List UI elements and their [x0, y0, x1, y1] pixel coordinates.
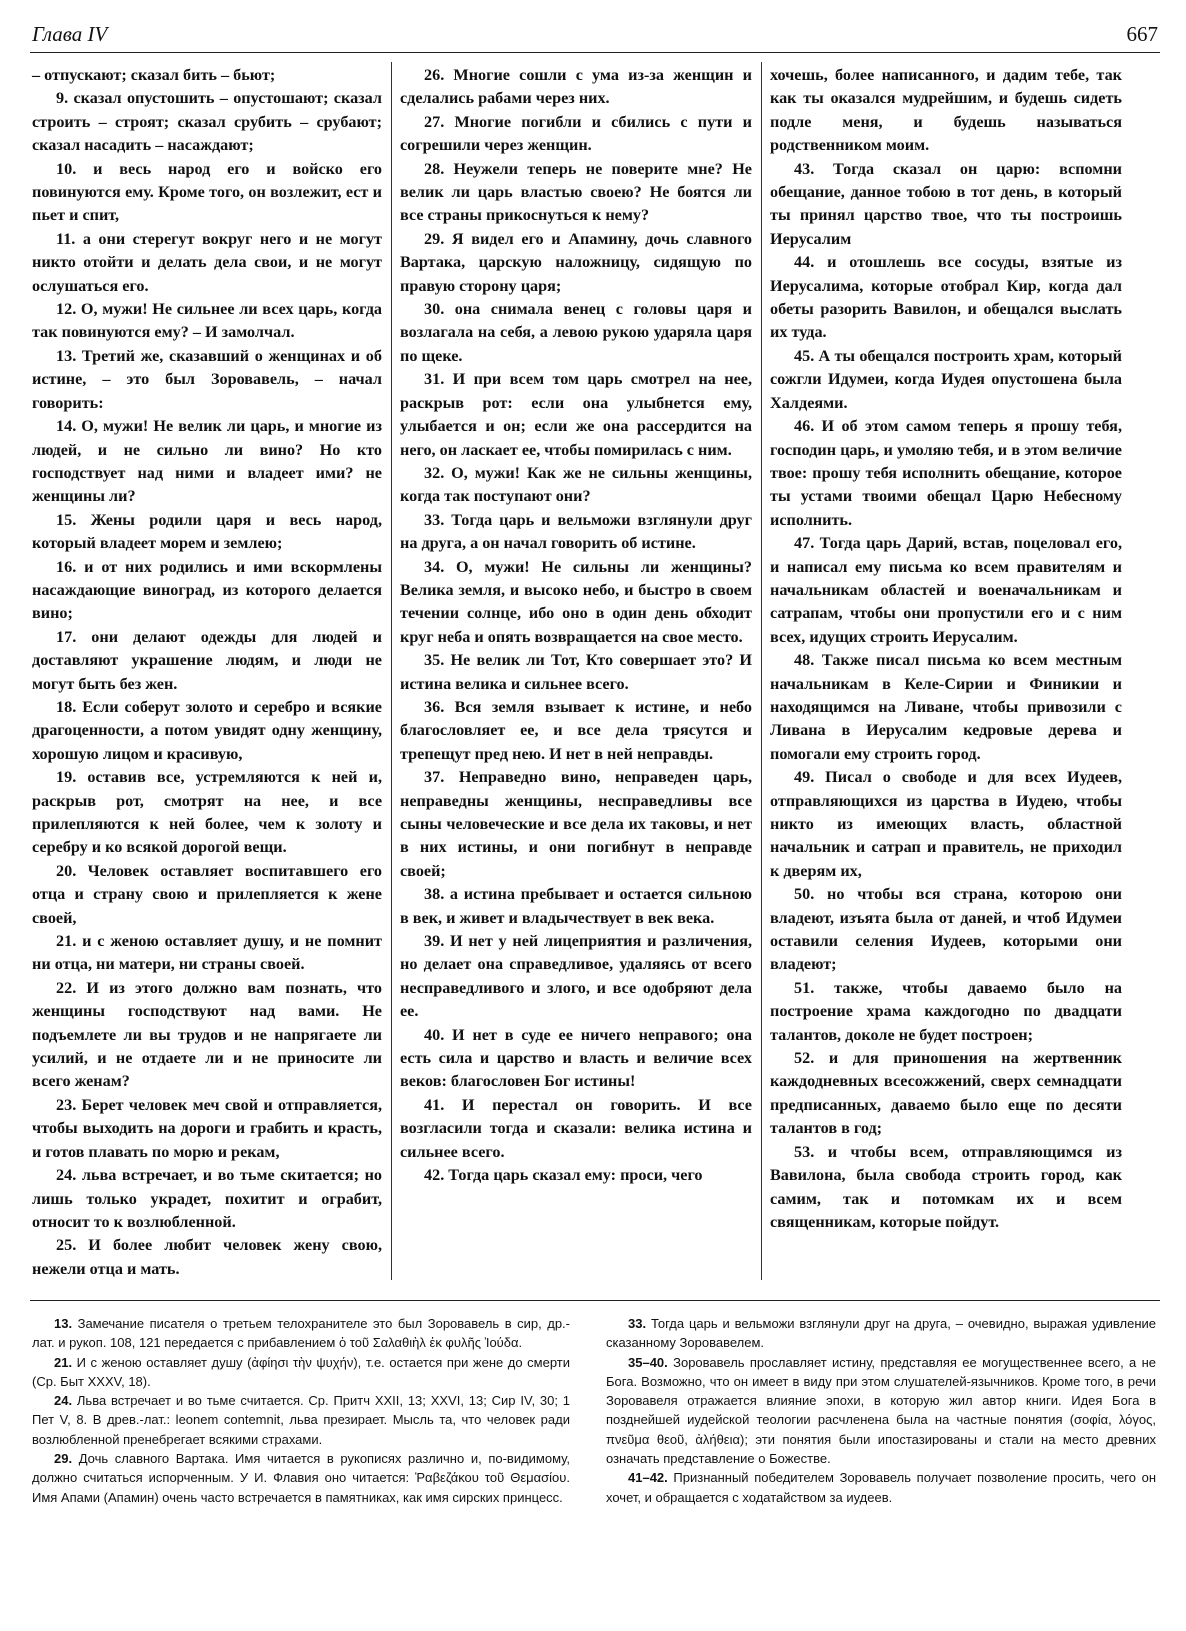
footnotes-left [32, 1314, 570, 1507]
verse-paragraph: 42. Тогда царь сказал ему: проси, чего [424, 1166, 703, 1185]
verse-paragraph: 24. льва встречает, и во тьме скитается; но лишь только украдет, похитит и ограбит, относит то к возлюбленной. [32, 1166, 382, 1231]
verse-paragraph: 40. И нет в суде ее ничего неправого; она есть сила и царство и власть и величие всех веков: благословен Бог истины! [400, 1025, 752, 1091]
verse-paragraph: 37. Неправедно вино, неправеден царь, неправедны женщины, несправедливы все сыны человеческие и все дела их таковы, и нет в них истины, и они погибнут в неправде своей; [400, 768, 752, 880]
verse-paragraph: 41. И перестал он говорить. И все возгласили тогда и сказали: велика истина и сильнее всего. [400, 1095, 752, 1161]
verse-paragraph: 35. Не велик ли Тот, Кто совершает это? И истина велика и сильнее всего. [400, 651, 752, 693]
verse-paragraph: 52. и для приношения на жертвенник каждодневных всесожжений, сверх семнадцати предписанных, даваемо было еще по десяти талантов в год; [770, 1049, 1122, 1138]
footnote [32, 1314, 570, 1353]
footnote-text: И с женою оставляет душу (ἀφίησι τὴν ψυχήν), т.е. остается при жене до смерти (Ср. Быт XXXV, 18). [32, 1354, 570, 1389]
verse-paragraph: 50. но чтобы вся страна, которою они владеют, изъята была от даней, и чтоб Идумеи оставили селения Иудеев, которыми они владеют; [770, 885, 1122, 974]
verse-paragraph: 53. и чтобы всем, отправляющимся из Вавилона, была свобода строить город, как самим, так и потомкам их и всем священникам, которые пойдут. [770, 1142, 1122, 1231]
verse-paragraph: 36. Вся земля взывает к истине, и небо благословляет ее, и все дела трясутся и трепещут пред нею. И нет в ней неправды. [400, 697, 752, 763]
verse-paragraph: 21. и с женою оставляет душу, и не помнит ни отца, ни матери, ни страны своей. [32, 932, 382, 974]
verse-paragraph: 23. Берет человек меч свой и отправляется, чтобы выходить на дороги и грабить и красть, и готов плавать по морю и рекам, [32, 1095, 382, 1161]
verse-paragraph: 10. и весь народ его и войско его повинуются ему. Кроме того, он возлежит, ест и пьет и спит, [32, 159, 382, 225]
column-divider [391, 62, 392, 1280]
verse-paragraph: 26. Многие сошли с ума из-за женщин и сделались рабами через них. [400, 66, 752, 108]
footnote [606, 1353, 1156, 1469]
footnote-text: Тогда царь и вельможи взглянули друг на друга, – очевидно, выражая удивление сказанному Зоровавелем. [606, 1316, 1156, 1351]
footnote-divider [30, 1300, 1160, 1301]
text-column-3 [770, 64, 1122, 1234]
footnote-number: 13. [54, 1316, 73, 1331]
verse-paragraph: 15. Жены родили царя и весь народ, который владеет морем и землею; [32, 510, 382, 553]
verse-paragraph: 38. а истина пребывает и остается сильною в век, и живет и владычествует в век века. [400, 885, 752, 927]
verse-paragraph: 43. Тогда сказал он царю: вспомни обещание, данное тобою в тот день, в который ты принял царство твое, что ты построишь Иерусалим [770, 159, 1122, 248]
footnote-number: 41–42. [628, 1470, 668, 1486]
footnote [606, 1314, 1156, 1353]
text-column-2 [400, 64, 752, 1188]
verse-paragraph: 22. И из этого должно вам познать, что женщины господствуют над вами. Не подъемлете ли вы трудов и не напрягаете ли усилий, и не отдаете ли и не приносите ли всего женам? [32, 978, 382, 1091]
running-header [30, 18, 1160, 53]
verse-paragraph: 29. Я видел его и Апамину, дочь славного Вартака, царскую наложницу, сидящую по правую сторону царя; [400, 229, 752, 295]
verse-paragraph: – отпускают; сказал бить – бьют; [32, 66, 276, 84]
verse-paragraph: 18. Если соберут золото и серебро и всякие драгоценности, а потом увидят одну женщину, хорошую лицом и красивую, [32, 697, 382, 763]
verse-paragraph: 49. Писал о свободе и для всех Иудеев, отправляющихся из царства в Иудею, чтобы никто из имеющих власть, областной начальник и сатрап и правитель, не приходил к дверям их, [770, 768, 1122, 880]
footnote [606, 1468, 1156, 1507]
column-divider [761, 62, 762, 1280]
verse-paragraph: 46. И об этом самом теперь я прошу тебя, господин царь, и умоляю тебя, и в этом величие твое: прошу тебя исполнить обещание, которое ты устами твоими обещал Царю Небесному исполнить. [770, 417, 1122, 529]
verse-paragraph: 25. И более любит человек жену свою, нежели отца и мать. [32, 1236, 382, 1278]
text-column-1 [32, 64, 382, 1281]
verse-paragraph: 44. и отошлешь все сосуды, взятые из Иерусалима, которые отобрал Кир, когда дал обеты разорить Вавилон, и обещался выслать их туда. [770, 253, 1122, 342]
verse-paragraph: 45. А ты обещался построить храм, который сожгли Идумеи, когда Иудея опустошена была Халдеями. [770, 346, 1122, 412]
book-page [30, 18, 1160, 1618]
footnote-text: Зоровавель прославляет истину, представляя ее могущественнее всего, а не Бога. Возможно, что он имеет в виду при этом слушателей-язычников. Кроме того, в речи Зоровавеля отражается влияние эпохи, в которую жил автор книги. Идея Бога в позднейшей иудейской теологии расчленена была на частные понятия (σοφία, λόγος, πνεῦμα θεοῦ, ἀλήθεια); эти понятия были ипостазированы и стали на место древних означать представление о Божестве. [606, 1354, 1156, 1467]
verse-paragraph: 30. она снимала венец с головы царя и возлагала на себя, а левою рукою ударяла царя по щеке. [400, 300, 752, 365]
page-number: 667 [1126, 22, 1158, 46]
verse-paragraph: 31. И при всем том царь смотрел на нее, раскрыв рот: если она улыбнется ему, улыбается и он; если же она рассердится на него, он ласкает ее, чтобы помирилась с ним. [400, 370, 752, 459]
chapter-title: Глава IV [32, 22, 108, 46]
verse-paragraph: 51. также, чтобы даваемо было на построение храма каждогодно по двадцати талантов, доколе не будет построен; [770, 978, 1122, 1044]
footnote [32, 1391, 570, 1449]
verse-paragraph: 16. и от них родились и ими вскормлены насаждающие виноград, из которого делается вино; [32, 557, 382, 623]
footnote-number: 21. [54, 1354, 73, 1370]
footnote-number: 29. [54, 1451, 73, 1467]
footnote-text: Признанный победителем Зоровавель получает позволение просить, чего он хочет, и обращается с ходатайством за иудеев. [606, 1470, 1156, 1505]
verse-paragraph: 9. сказал опустошить – опустошают; сказал строить – строят; сказал срубить – срубают; сказал насадить – насаждают; [32, 89, 382, 155]
footnote [32, 1353, 570, 1392]
footnote-number: 24. [54, 1393, 73, 1409]
verse-paragraph: 17. они делают одежды для людей и доставляют украшение людям, и люди не могут быть без жен. [32, 627, 382, 693]
verse-paragraph: 13. Третий же, сказавший о женщинах и об истине, – это был Зоровавель, – начал говорить: [32, 346, 382, 412]
verse-paragraph: 39. И нет у ней лицеприятия и различения, но делает она справедливое, удаляясь от всего несправедливого и злого, и все одобряют дела ее. [400, 932, 752, 1021]
verse-paragraph: 47. Тогда царь Дарий, встав, поцеловал его, и написал ему письма ко всем правителям и начальникам областей и военачальникам и сатрапам, чтобы они пропустили его и с ним всех, идущих строить Иерусалим. [770, 534, 1122, 646]
verse-paragraph: 19. оставив все, устремляются к ней и, раскрыв рот, смотрят на нее, и все прилепляются к ней более, чем к золоту и серебру и ко всякой дорогой вещи. [32, 768, 382, 857]
footnote-number: 35–40. [628, 1354, 668, 1370]
verse-paragraph: 48. Также писал письма ко всем местным начальникам в Келе-Сирии и Финикии и находящимся на Ливане, чтобы привозили с Ливана в Иерусалим кедровые дерева и помогали ему строить город. [770, 651, 1122, 763]
verse-paragraph: 14. О, мужи! Не велик ли царь, и многие из людей, и не сильно ли вино? Но кто господствует над ними и владеет ими? не женщины ли? [32, 417, 382, 506]
footnote [32, 1449, 570, 1507]
verse-paragraph: 20. Человек оставляет воспитавшего его отца и страну свою и прилепляется к жене своей, [32, 861, 382, 927]
footnote-text: Дочь славного Вартака. Имя читается в рукописях различно и, по-видимому, должно считаться испорченным. У И. Флавия оно читается: Ῥαβεζάκου τοῦ Θεμασίου. Имя Апами (Апамин) очень часто встречается в памятниках, как имя сирских принцесс. [32, 1451, 570, 1505]
verse-paragraph: 32. О, мужи! Как же не сильны женщины, когда так поступают они? [400, 463, 752, 506]
verse-paragraph: 12. О, мужи! Не сильнее ли всех царь, когда так повинуются ему? – И замолчал. [32, 300, 382, 342]
verse-paragraph: 33. Тогда царь и вельможи взглянули друг на друга, а он начал говорить об истине. [400, 510, 752, 553]
verse-paragraph: 11. а они стерегут вокруг него и не могут никто отойти и делать дела свои, и не могут ослушаться его. [32, 229, 382, 295]
verse-paragraph: 34. О, мужи! Не сильны ли женщины? Велика земля, и высоко небо, и быстро в своем течении солнце, ибо оно в один день обходит круг неба и опять возвращается на свое место. [400, 557, 752, 646]
footnote-text: Льва встречает и во тьме считается. Ср. Притч XXII, 13; XXVI, 13; Сир IV, 30; 1 Пет V, 8. В древ.-лат.: leonem contemnit, льва презирает. Мысль та, что человек ради возлюбленной пренебрегает всякими страхами. [32, 1393, 570, 1447]
verse-paragraph: 27. Многие погибли и сбились с пути и согрешили через женщин. [400, 112, 752, 155]
verse-paragraph: хочешь, более написанного, и дадим тебе, так как ты оказался мудрейшим, и будешь сидеть подле меня, и будешь называться родственником моим. [770, 66, 1122, 155]
footnotes-right [606, 1314, 1156, 1507]
footnote-number: 33. [628, 1316, 647, 1331]
verse-paragraph: 28. Неужели теперь не поверите мне? Не велик ли царь властью своею? Не боятся ли все страны прикоснуться к нему? [400, 159, 752, 225]
footnote-text: Замечание писателя о третьем телохранителе это был Зоровавель в сир, др.-лат. и рукоп. 108, 121 передается с прибавлением ὁ τοῦ Σαλαθιὴλ ἐκ φυλῆς Ἰούδα. [32, 1316, 570, 1351]
